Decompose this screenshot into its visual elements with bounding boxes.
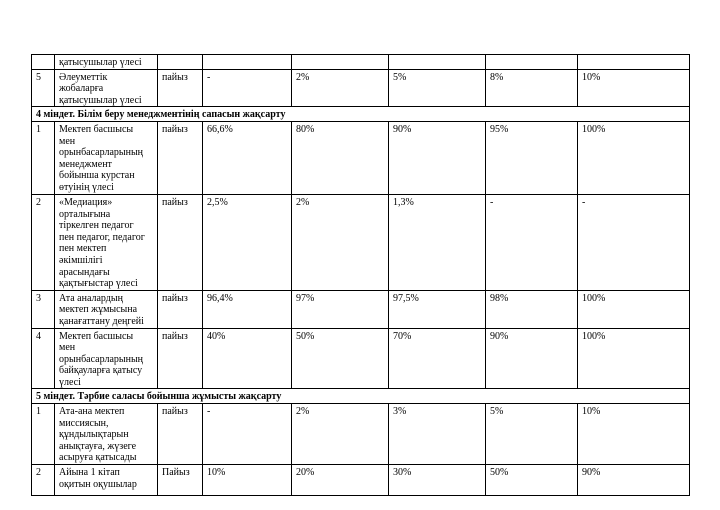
unit-cell: пайыз — [158, 194, 203, 290]
unit-cell: пайыз — [158, 290, 203, 328]
value-cell-5: 10% — [578, 404, 690, 465]
indicator-line: менеджмент — [59, 158, 112, 170]
unit-cell — [158, 55, 203, 70]
row-number-cell: 3 — [32, 290, 55, 328]
indicator-line: орынбасарларының — [59, 353, 144, 365]
row-number-cell: 5 — [32, 69, 55, 107]
indicator-line: өтуінің үлесі — [59, 181, 114, 193]
value-cell-2 — [292, 55, 389, 70]
value-cell-2: 20% — [292, 465, 389, 496]
indicator-line: мен — [59, 135, 76, 147]
indicator-line: қатысушылар үлесі — [59, 94, 142, 106]
indicator-line: Ата-ана мектеп — [59, 406, 125, 418]
indicator-line: орынбасарларының — [59, 147, 144, 159]
value-cell-1: 2,5% — [203, 194, 292, 290]
value-cell-3: 70% — [389, 328, 486, 389]
section-title: 4 міндет. Білім беру менеджментінің сапасын жақсарту — [32, 107, 690, 122]
indicator-cell — [55, 328, 158, 389]
value-cell-1: 66,6% — [203, 121, 292, 194]
value-cell-1: 10% — [203, 465, 292, 496]
value-cell-5: 10% — [578, 69, 690, 107]
table-row — [32, 404, 690, 465]
value-cell-1: - — [203, 69, 292, 107]
value-cell-4 — [486, 55, 578, 70]
indicator-cell — [55, 55, 158, 70]
value-cell-2: 2% — [292, 404, 389, 465]
indicator-line: мектеп жұмысына — [59, 304, 138, 316]
value-cell-4: 5% — [486, 404, 578, 465]
value-cell-4: 8% — [486, 69, 578, 107]
row-number-cell: 4 — [32, 328, 55, 389]
indicator-line: миссиясын, — [59, 417, 109, 429]
unit-cell: пайыз — [158, 121, 203, 194]
table-row — [32, 69, 690, 107]
value-cell-1: 40% — [203, 328, 292, 389]
value-cell-3: 5% — [389, 69, 486, 107]
row-number-cell — [32, 55, 55, 70]
value-cell-3 — [389, 55, 486, 70]
indicator-line: пен мектеп — [59, 243, 107, 255]
value-cell-2: 2% — [292, 69, 389, 107]
unit-cell: пайыз — [158, 328, 203, 389]
value-cell-4: 90% — [486, 328, 578, 389]
indicators-table — [31, 54, 690, 496]
section-header-row — [32, 389, 690, 404]
indicator-line: Ата аналардың — [59, 292, 123, 304]
value-cell-4: 95% — [486, 121, 578, 194]
value-cell-2: 50% — [292, 328, 389, 389]
indicator-cell — [55, 404, 158, 465]
indicator-line: пен педагог, педагог — [59, 231, 145, 243]
unit-cell: пайыз — [158, 404, 203, 465]
indicator-line: құндылықтарын — [59, 429, 129, 441]
value-cell-5 — [578, 55, 690, 70]
indicator-cell — [55, 121, 158, 194]
value-cell-3: 90% — [389, 121, 486, 194]
table-row — [32, 465, 690, 496]
indicator-line: Айына 1 кітап — [59, 467, 120, 479]
value-cell-4: - — [486, 194, 578, 290]
value-cell-4: 98% — [486, 290, 578, 328]
table-row — [32, 290, 690, 328]
value-cell-5: 100% — [578, 121, 690, 194]
indicator-cell — [55, 465, 158, 496]
section-title: 5 міндет. Тәрбие саласы бойынша жұмысты жақсарту — [32, 389, 690, 404]
value-cell-3: 30% — [389, 465, 486, 496]
value-cell-3: 97,5% — [389, 290, 486, 328]
unit-cell: Пайыз — [158, 465, 203, 496]
table-row — [32, 121, 690, 194]
value-cell-4: 50% — [486, 465, 578, 496]
indicator-line: байқауларға қатысу — [59, 365, 143, 377]
indicator-line: орталығына — [59, 208, 111, 220]
value-cell-2: 80% — [292, 121, 389, 194]
indicator-line: оқитын оқушылар — [59, 478, 137, 490]
indicator-line: Мектеп басшысы — [59, 330, 134, 342]
indicator-line: бойынша курстан — [59, 170, 135, 182]
row-number-cell: 1 — [32, 121, 55, 194]
row-number-cell: 2 — [32, 465, 55, 496]
indicator-line: қақтығыстар үлесі — [59, 278, 138, 290]
row-number-cell: 1 — [32, 404, 55, 465]
value-cell-5: 100% — [578, 290, 690, 328]
indicator-cell — [55, 194, 158, 290]
indicator-line: арасындағы — [59, 266, 110, 278]
indicator-line: Мектеп басшысы — [59, 123, 134, 135]
table-row — [32, 194, 690, 290]
indicator-line: мен — [59, 342, 76, 354]
table-body — [32, 55, 690, 496]
indicator-line: «Медиация» — [59, 196, 113, 208]
table-row — [32, 328, 690, 389]
value-cell-1 — [203, 55, 292, 70]
indicator-line: қатысушылар үлесі — [59, 57, 142, 68]
value-cell-1: - — [203, 404, 292, 465]
indicator-line: жобаларға — [59, 83, 104, 95]
value-cell-5: 90% — [578, 465, 690, 496]
indicator-line: Әлеуметтік — [59, 71, 108, 83]
indicator-line: үлесі — [59, 376, 81, 388]
indicator-line: тіркелген педагог — [59, 220, 134, 232]
value-cell-5: 100% — [578, 328, 690, 389]
value-cell-2: 97% — [292, 290, 389, 328]
unit-cell: пайыз — [158, 69, 203, 107]
value-cell-5: - — [578, 194, 690, 290]
indicator-line: анықтауға, жүзеге — [59, 440, 137, 452]
row-number-cell: 2 — [32, 194, 55, 290]
value-cell-3: 3% — [389, 404, 486, 465]
indicator-line: әкімшілігі — [59, 254, 103, 266]
indicator-cell — [55, 290, 158, 328]
indicator-line: асыруға қатысады — [59, 452, 137, 464]
continuation-row — [32, 55, 690, 70]
section-header-row — [32, 107, 690, 122]
value-cell-2: 2% — [292, 194, 389, 290]
value-cell-3: 1,3% — [389, 194, 486, 290]
indicator-line: қанағаттану деңгейі — [59, 315, 144, 327]
value-cell-1: 96,4% — [203, 290, 292, 328]
indicator-cell — [55, 69, 158, 107]
